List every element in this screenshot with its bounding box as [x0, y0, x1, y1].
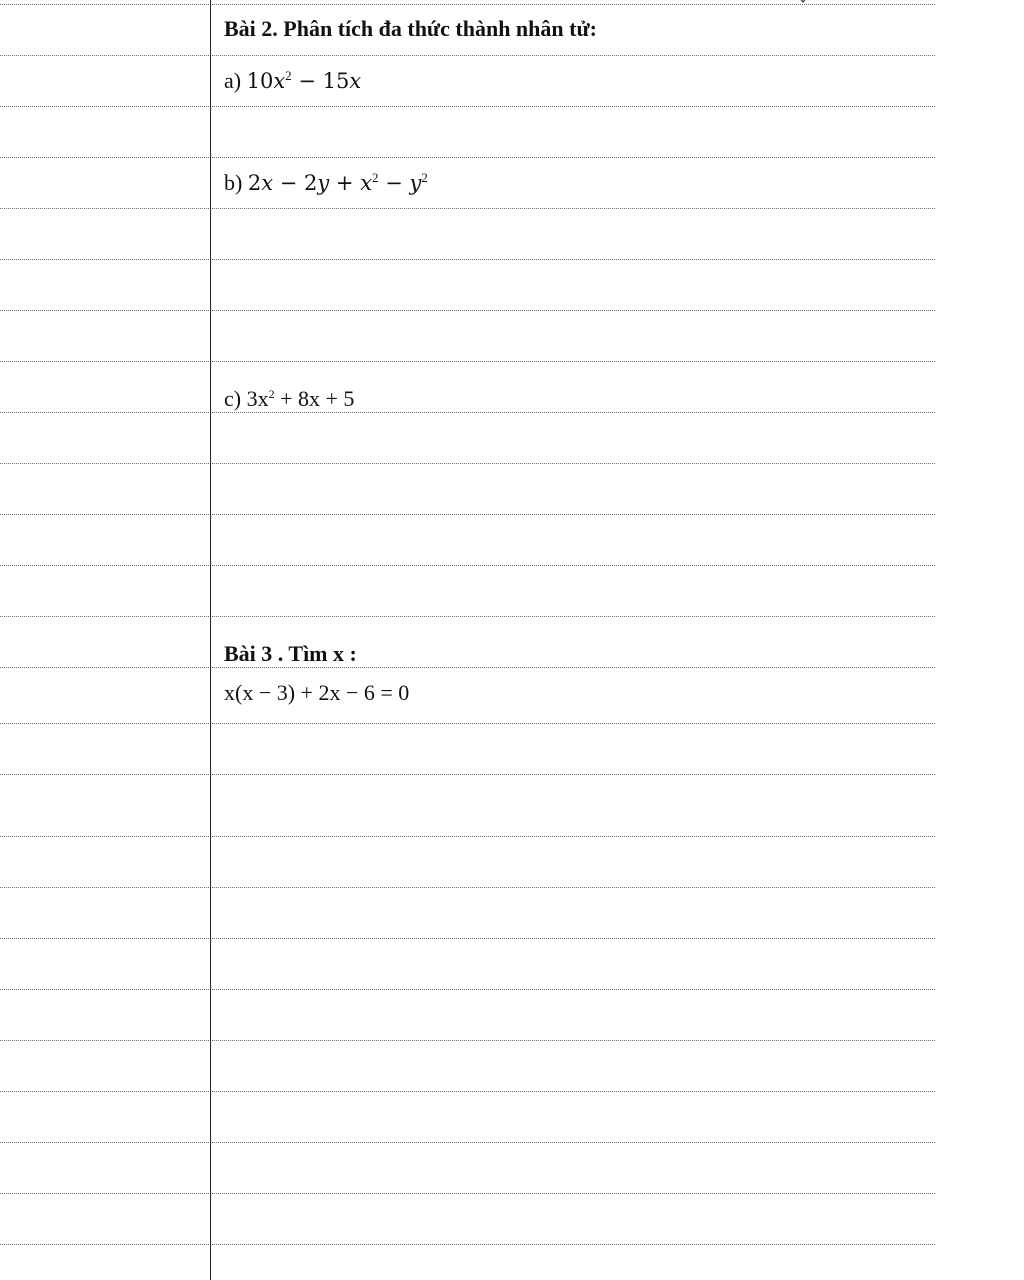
math-number: 2 — [247, 171, 262, 195]
ruled-line — [0, 310, 935, 311]
ruled-line — [0, 208, 935, 209]
exercise-2c-expression — [247, 386, 355, 411]
exercise-3-equation: x(x − 3) + 2x − 6 = 0 — [224, 680, 410, 705]
exercise-2b-expression — [248, 170, 428, 195]
ruled-line — [0, 1040, 935, 1041]
ruled-line — [0, 836, 935, 837]
exercise-2c-label: c) — [224, 386, 247, 411]
exercise-2c — [224, 388, 354, 410]
math-operator: − 15 — [291, 69, 350, 93]
exercise-2b-label: b) — [224, 170, 248, 195]
ruled-line — [0, 616, 935, 617]
math-text: + 8x + 5 — [274, 386, 355, 411]
exponent: 2 — [372, 170, 379, 185]
math-variable: x — [349, 69, 362, 93]
exponent: 2 — [285, 68, 292, 83]
exercise-2a-label: a) — [224, 68, 247, 93]
ruled-line — [0, 774, 935, 775]
ruled-line — [0, 723, 935, 724]
exercise-3-title: Bài 3 . Tìm x : — [224, 641, 357, 666]
math-operator: − 2 — [273, 171, 318, 195]
ruled-line — [0, 4, 935, 5]
math-text: 3x — [246, 386, 269, 411]
exponent: 2 — [421, 170, 428, 185]
math-operator: + — [329, 171, 361, 195]
exercise-2b — [224, 172, 428, 194]
ruled-line — [0, 1244, 935, 1245]
ruled-line — [0, 106, 935, 107]
math-variable: y — [409, 171, 422, 195]
margin-line — [210, 0, 211, 1280]
math-variable: x — [360, 171, 373, 195]
exponent: 2 — [268, 387, 275, 401]
ruled-line — [0, 259, 935, 260]
math-number: 10 — [246, 69, 274, 93]
ruled-line — [0, 514, 935, 515]
math-operator: − — [378, 171, 410, 195]
ruled-line — [0, 361, 935, 362]
ruled-line — [0, 565, 935, 566]
ruled-line — [0, 55, 935, 56]
exercise-2a-expression — [247, 68, 362, 93]
ruled-line — [0, 989, 935, 990]
math-variable: y — [317, 171, 330, 195]
ruled-line — [0, 1091, 935, 1092]
ruled-line — [0, 667, 935, 668]
ruled-line — [0, 887, 935, 888]
exercise-2-title: Bài 2. Phân tích đa thức thành nhân tử: — [224, 16, 597, 41]
math-variable: x — [261, 171, 274, 195]
math-variable: x — [273, 69, 286, 93]
ruled-line — [0, 412, 935, 413]
ruled-line — [0, 463, 935, 464]
ruled-line — [0, 1142, 935, 1143]
exercise-2a — [224, 70, 361, 92]
ruled-line — [0, 157, 935, 158]
ruled-line — [0, 938, 935, 939]
ruled-line — [0, 1193, 935, 1194]
